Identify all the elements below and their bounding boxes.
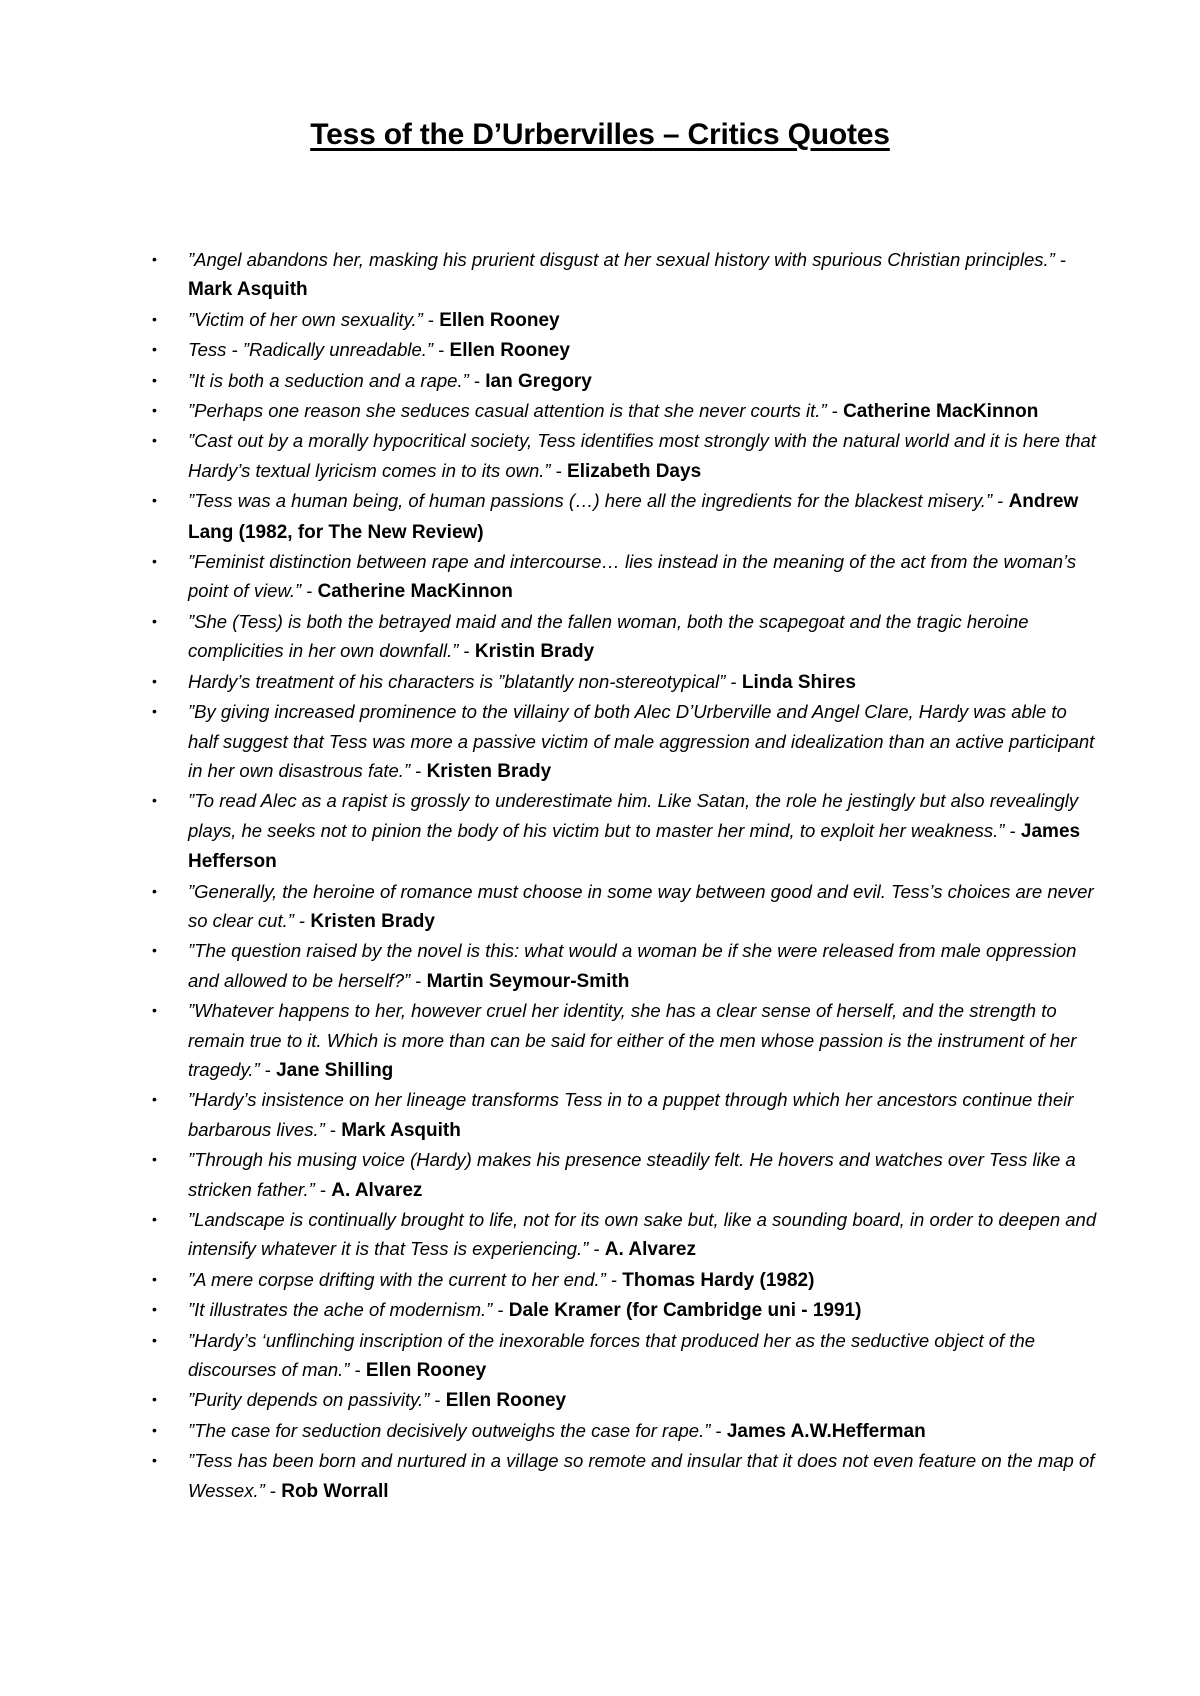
quote-text: ”Tess has been born and nurtured in a village so remote and insular that it does not even feature on the map of Wessex.”: [188, 1450, 1095, 1501]
quote-author: Martin Seymour-Smith: [426, 970, 630, 992]
quote-list-item: [0, 1295, 1200, 1325]
quote-list-item: [0, 396, 1200, 426]
bullet-icon: •: [152, 1002, 157, 1019]
quote-separator: -: [492, 1299, 509, 1321]
quote-author: Ellen Rooney: [449, 340, 570, 362]
quote-separator: -: [588, 1238, 605, 1260]
quote-list-item: [0, 335, 1200, 365]
bullet-icon: •: [152, 1331, 157, 1348]
quote-text: ”Generally, the heroine of romance must choose in some way between good and evil. Tess’s choices are never so clear cut.”: [188, 880, 1094, 931]
quote-separator: -: [429, 1389, 446, 1411]
quote-author: Andrew Lang (1982, for The New Review): [188, 491, 1079, 543]
quote-list: [0, 245, 1200, 1506]
quote-list-item: [0, 245, 1200, 305]
bullet-icon: •: [152, 402, 157, 419]
bullet-icon: •: [152, 251, 157, 267]
bullet-icon: •: [152, 1391, 157, 1408]
quote-text: ”Victim of her own sexuality.”: [188, 308, 423, 330]
document-title: Tess of the D’Urbervilles – Critics Quotes: [310, 118, 890, 151]
bullet-icon: •: [152, 1421, 157, 1438]
quote-author: Dale Kramer (for Cambridge uni - 1991): [508, 1300, 862, 1322]
quote-text: ”It is both a seduction and a rape.”: [188, 369, 469, 391]
quote-text: Tess - ”Radically unreadable.”: [188, 339, 434, 361]
quote-separator: -: [422, 308, 440, 330]
quote-author: Mark Asquith: [341, 1119, 461, 1141]
bullet-icon: •: [152, 1211, 157, 1227]
quote-text: Hardy’s treatment of his characters is ”blatantly non-stereotypical”: [188, 670, 726, 692]
quote-separator: -: [992, 490, 1009, 512]
quote-author: A. Alvarez: [331, 1179, 423, 1201]
bullet-icon: •: [152, 942, 157, 959]
quote-text: ”The question raised by the novel is this: what would a woman be if she were released from male oppression and allowed to be herself?”: [188, 940, 1077, 991]
quote-separator: -: [550, 459, 568, 481]
quote-separator: -: [264, 1479, 282, 1501]
quote-author: Thomas Hardy (1982): [622, 1269, 815, 1291]
quote-list-item: [0, 1385, 1200, 1415]
quote-text: ”Purity depends on passivity.”: [188, 1389, 430, 1411]
bullet-icon: •: [152, 792, 157, 809]
quote-separator: -: [314, 1178, 332, 1200]
quote-list-item: [0, 547, 1200, 607]
quote-list-item: [0, 1145, 1200, 1205]
quote-list-item: [0, 1205, 1200, 1265]
quote-author: Elizabeth Days: [567, 460, 702, 482]
quote-text: ”Angel abandons her, masking his prurient disgust at her sexual history with spurious Christian principles.”: [188, 249, 1055, 270]
quote-separator: -: [826, 400, 844, 422]
quote-list-item: [0, 486, 1200, 547]
bullet-icon: •: [152, 882, 157, 899]
quote-text: ”Cast out by a morally hypocritical society, Tess identifies most strongly with the natural world and it is here that Hardy’s textual lyricism comes in to its own.”: [188, 430, 1096, 481]
quote-separator: -: [1054, 249, 1067, 270]
quote-author: Ian Gregory: [485, 370, 592, 392]
quote-separator: -: [433, 339, 450, 361]
bullet-icon: •: [152, 341, 157, 358]
quote-separator: -: [468, 369, 486, 391]
bullet-icon: •: [152, 553, 157, 570]
bullet-icon: •: [152, 1452, 157, 1469]
quote-list-item: [0, 1085, 1200, 1145]
quote-author: Kristen Brady: [310, 910, 435, 932]
quote-text: ”She (Tess) is both the betrayed maid and the fallen woman, both the scapegoat and the tragic heroine complicities in her own downfall.”: [188, 610, 1029, 662]
quote-separator: -: [259, 1058, 277, 1080]
quote-list-item: [0, 667, 1200, 697]
quote-author: Linda Shires: [741, 671, 856, 693]
bullet-icon: •: [152, 492, 157, 509]
quote-text: ”It illustrates the ache of modernism.”: [188, 1299, 493, 1321]
quote-author: Jane Shilling: [276, 1059, 394, 1081]
bullet-icon: •: [152, 1270, 157, 1287]
quote-text: ”Whatever happens to her, however cruel her identity, she has a clear sense of herself, and the strength to remain true to it. Which is more than can be said for either of the men whose passion is the instrument of her tragedy.”: [188, 1000, 1077, 1080]
quote-author: Ellen Rooney: [365, 1360, 487, 1382]
quote-author: Catherine MacKinnon: [317, 581, 513, 603]
quote-author: A. Alvarez: [604, 1239, 696, 1261]
quote-text: ”Through his musing voice (Hardy) makes his presence steadily felt. He hovers and watches over Tess like a stricken father.”: [188, 1149, 1076, 1200]
quote-author: Kristen Brady: [426, 760, 552, 782]
quote-author: James Hefferson: [188, 820, 1081, 873]
quote-list-item: [0, 607, 1200, 667]
quote-text: ”Tess was a human being, of human passions (…) here all the ingredients for the blackest misery.”: [188, 490, 993, 512]
quote-list-item: [0, 366, 1200, 396]
bullet-icon: •: [152, 672, 157, 689]
quote-text: ”A mere corpse drifting with the current to her end.”: [188, 1268, 606, 1290]
quote-separator: -: [410, 759, 427, 781]
bullet-icon: •: [152, 1301, 157, 1318]
bullet-icon: •: [152, 432, 157, 449]
bullet-icon: •: [152, 703, 157, 720]
quote-list-item: [0, 786, 1200, 876]
bullet-icon: •: [152, 1091, 157, 1108]
quote-separator: -: [324, 1118, 342, 1140]
quote-text: ”Perhaps one reason she seduces casual attention is that she never courts it.”: [188, 400, 827, 422]
quote-author: Ellen Rooney: [439, 309, 560, 331]
quote-separator: -: [725, 670, 742, 692]
quote-text: ”Hardy’s insistence on her lineage transforms Tess in to a puppet through which her ancestors continue their barbarous lives.”: [188, 1089, 1074, 1140]
quote-author: Mark Asquith: [188, 279, 308, 301]
quote-text: ”By giving increased prominence to the villainy of both Alec D’Urberville and Angel Clare, Hardy was able to half suggest that Tess was more a passive victim of male aggression and idealization than an active participant in her own disastrous fate.”: [188, 701, 1095, 781]
quote-list-item: [0, 996, 1200, 1085]
quote-list-item: [0, 426, 1200, 486]
quote-list-item: [0, 877, 1200, 937]
quote-list-item: [0, 1326, 1200, 1386]
quote-list-item: [0, 697, 1200, 786]
bullet-icon: •: [152, 612, 157, 629]
quote-author: Ellen Rooney: [445, 1390, 567, 1412]
quote-separator: -: [349, 1359, 366, 1381]
quote-text: ”To read Alec as a rapist is grossly to underestimate him. Like Satan, the role he jestingly but also revealingly plays, he seeks not to pinion the body of his victim but to master her mind, to exploit her weakness.”: [188, 790, 1079, 841]
quote-list-item: [0, 1265, 1200, 1295]
quote-text: ”Feminist distinction between rape and intercourse… lies instead in the meaning of the act from the woman’s point of view.”: [188, 551, 1077, 602]
bullet-icon: •: [152, 310, 157, 327]
quote-separator: -: [1004, 819, 1021, 841]
quote-list-item: [0, 936, 1200, 996]
quote-separator: -: [410, 969, 427, 991]
quote-separator: -: [458, 640, 475, 662]
quote-separator: -: [605, 1268, 623, 1290]
quote-author: Kristin Brady: [474, 641, 595, 663]
quote-separator: -: [301, 580, 318, 602]
quote-text: ”The case for seduction decisively outweighs the case for rape.”: [188, 1419, 711, 1441]
quote-text: ”Hardy’s ‘unflinching inscription of the inexorable forces that produced her as the seductive object of the discourses of man.”: [188, 1329, 1036, 1381]
quote-list-item: [0, 1416, 1200, 1446]
quote-author: Rob Worrall: [281, 1480, 389, 1502]
quote-list-item: [0, 305, 1200, 335]
quote-separator: -: [293, 909, 311, 931]
bullet-icon: •: [152, 371, 157, 388]
bullet-icon: •: [152, 1151, 157, 1168]
quote-author: Catherine MacKinnon: [843, 401, 1039, 423]
quote-separator: -: [710, 1419, 727, 1441]
quote-author: James A.W.Hefferman: [726, 1420, 926, 1442]
quote-text: ”Landscape is continually brought to life, not for its own sake but, like a sounding board, in order to deepen and intensify whatever it is that Tess is experiencing.”: [188, 1209, 1097, 1260]
quote-list-item: [0, 1446, 1200, 1506]
